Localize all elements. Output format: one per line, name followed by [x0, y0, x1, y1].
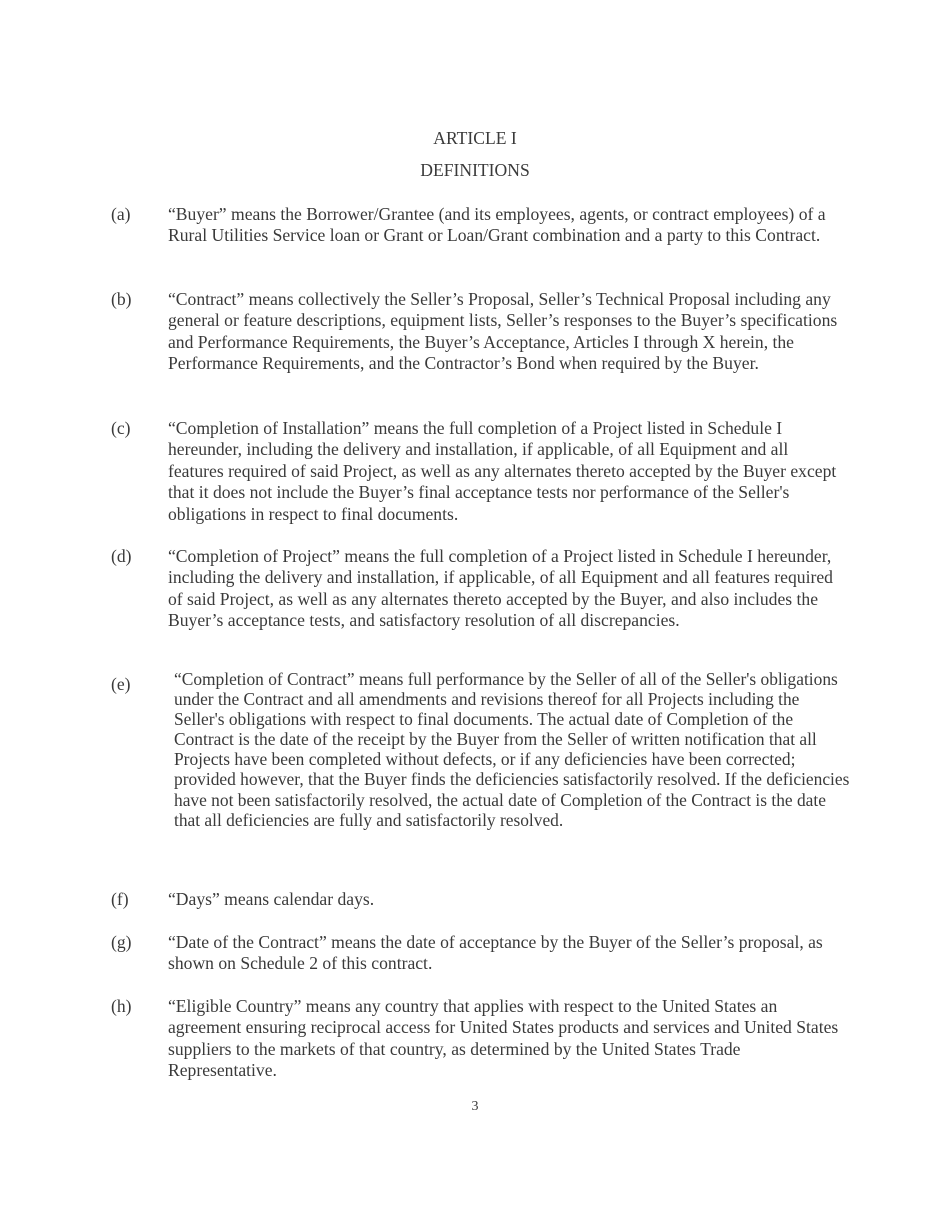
definition-label: (e) [111, 674, 131, 694]
definition-label: (a) [111, 204, 131, 224]
article-heading: ARTICLE I [433, 128, 517, 148]
definition-label: (c) [111, 418, 131, 438]
definition-label: (f) [111, 889, 129, 909]
definition-text: “Completion of Project” means the full completion of a Project listed in Schedule I hereunder, including the delivery and installation, if applicable, of all Equipment and all features required of said Project, as well as any alternates thereto accepted by the Buyer, and also includes the Buyer’s acceptance tests, and satisfactory resolution of all discrepancies. [168, 546, 833, 631]
section-title: DEFINITIONS [420, 160, 530, 180]
definition-label: (h) [111, 996, 132, 1016]
definition-text: “Days” means calendar days. [168, 889, 375, 909]
definition-text: “Buyer” means the Borrower/Grantee (and its employees, agents, or contract employees) of a Rural Utilities Service loan or Grant or Loan/Grant combination and a party to this Contract. [168, 204, 826, 246]
page-number: 3 [471, 1099, 479, 1114]
definition-text: “Completion of Contract” means full performance by the Seller of all of the Seller's obligations under the Contract and all amendments and revisions thereof for all Projects including the Seller's obligations with respect to final documents. The actual date of Completion of the Contract is the date of the receipt by the Buyer from the Seller of written notification that all Projects have been completed without defects, or if any deficiencies have been corrected; provided however, that the Buyer finds the deficiencies satisfactorily resolved. If the deficiencies have not been satisfactorily resolved, the actual date of Completion of the Contract is the date that all deficiencies are fully and satisfactorily resolved. [174, 669, 850, 830]
definition-text: “Completion of Installation” means the full completion of a Project listed in Schedule I hereunder, including the delivery and installation, if applicable, of all Equipment and all features required of said Project, as well as any alternates thereto accepted by the Buyer except that it does not include the Buyer’s final acceptance tests nor performance of the Seller's obligations in respect to final documents. [168, 418, 837, 524]
definition-text: “Contract” means collectively the Seller’s Proposal, Seller’s Technical Proposal including any general or feature descriptions, equipment lists, Seller’s responses to the Buyer’s specifications and Performance Requirements, the Buyer’s Acceptance, Articles I through X herein, the Performance Requirements, and the Contractor’s Bond when required by the Buyer. [168, 289, 838, 374]
definition-label: (b) [111, 289, 132, 309]
definition-text: “Eligible Country” means any country that applies with respect to the United States an agreement ensuring reciprocal access for United States products and services and United States suppliers to the markets of that country, as determined by the United States Trade Representative. [168, 996, 839, 1081]
definition-label: (d) [111, 546, 132, 566]
definition-label: (g) [111, 932, 132, 952]
definition-text: “Date of the Contract” means the date of acceptance by the Buyer of the Seller’s proposal, as shown on Schedule 2 of this contract. [168, 932, 823, 974]
